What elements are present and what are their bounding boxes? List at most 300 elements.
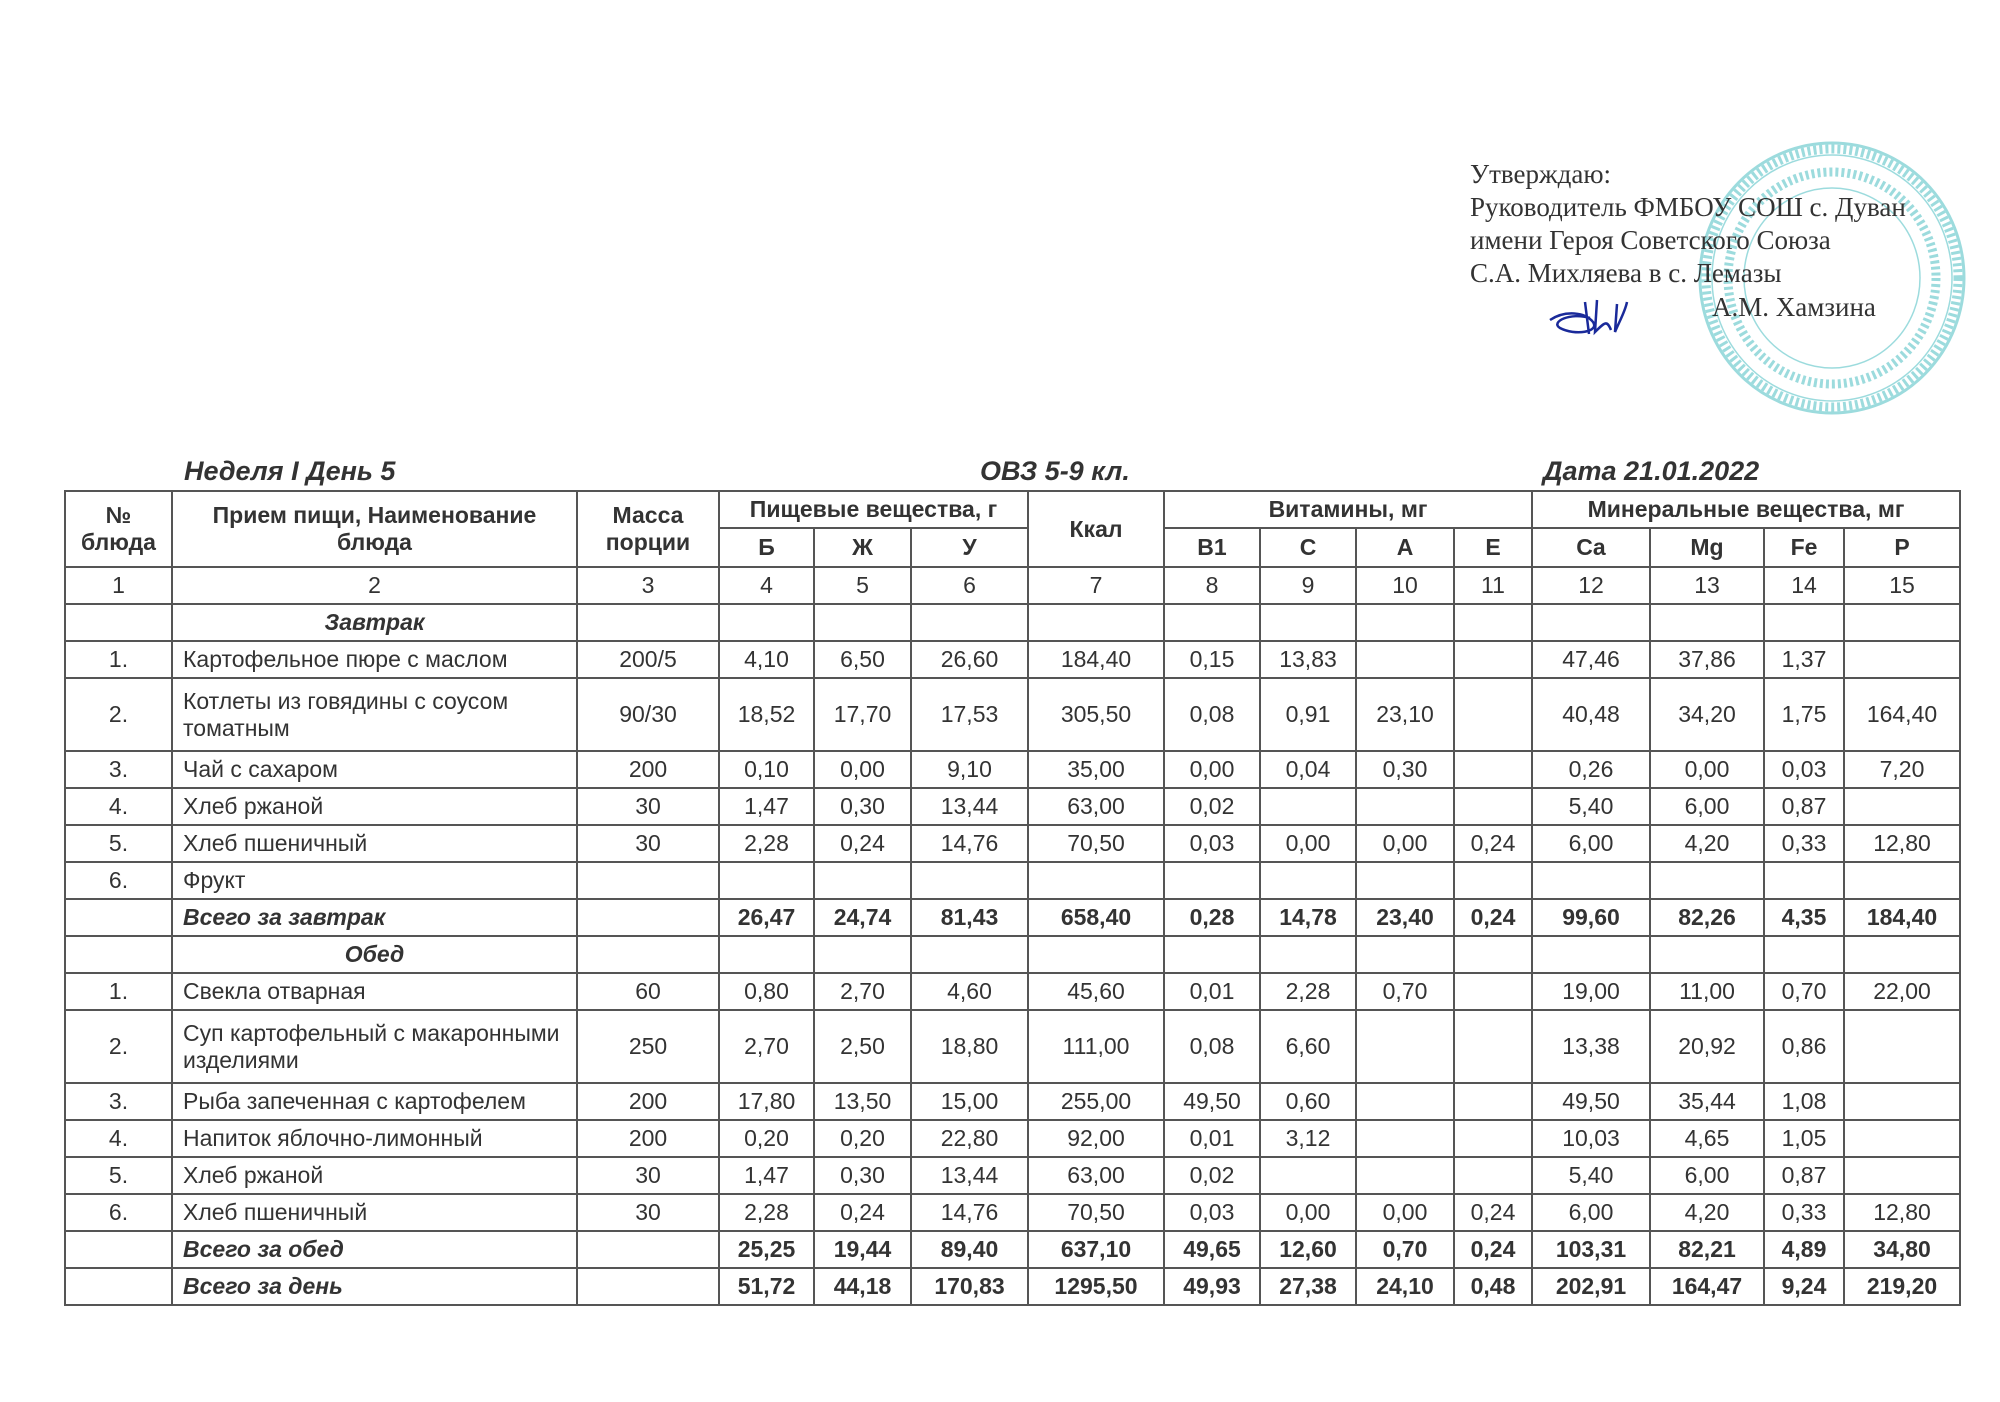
carbs-cell: 15,00 (911, 1083, 1028, 1120)
kcal-cell: 184,40 (1028, 641, 1164, 678)
total-row (65, 1268, 1960, 1305)
vitamin-b1-cell: 0,08 (1164, 678, 1260, 751)
phosphorus-cell (1844, 1083, 1960, 1120)
calcium-cell: 10,03 (1532, 1120, 1650, 1157)
vitamin-e-cell: 0,24 (1454, 1194, 1532, 1231)
kcal-cell: 63,00 (1028, 788, 1164, 825)
iron-cell: 1,08 (1764, 1083, 1844, 1120)
dish-name-cell: Котлеты из говядины с соусом томатным (172, 678, 577, 751)
vitamin-a-cell: 0,70 (1356, 1231, 1454, 1268)
protein-cell: 1,47 (719, 1157, 814, 1194)
dish-number-cell: 5. (65, 1157, 172, 1194)
protein-cell: 51,72 (719, 1268, 814, 1305)
carbs-cell: 89,40 (911, 1231, 1028, 1268)
empty-cell (1356, 604, 1454, 641)
vitamin-b1-cell: 0,03 (1164, 1194, 1260, 1231)
carbs-cell: 81,43 (911, 899, 1028, 936)
protein-cell: 2,70 (719, 1010, 814, 1083)
dish-name-cell: Всего за обед (172, 1231, 577, 1268)
phosphorus-cell: 219,20 (1844, 1268, 1960, 1305)
vitamin-e-cell (1454, 641, 1532, 678)
date-label: Дата 21.01.2022 (1543, 456, 1760, 486)
calcium-cell: 47,46 (1532, 641, 1650, 678)
dish-name-cell: Фрукт (172, 862, 577, 899)
header-mass: Масса порции (577, 491, 719, 567)
fat-cell: 17,70 (814, 678, 911, 751)
vitamin-e-cell: 0,48 (1454, 1268, 1532, 1305)
dish-number-cell: 1. (65, 973, 172, 1010)
dish-number-cell: 6. (65, 862, 172, 899)
subheader-cell: Б (719, 528, 814, 567)
vitamin-c-cell: 0,00 (1260, 825, 1356, 862)
vitamin-a-cell (1356, 862, 1454, 899)
vitamin-b1-cell: 49,50 (1164, 1083, 1260, 1120)
portion-mass-cell: 90/30 (577, 678, 719, 751)
calcium-cell: 40,48 (1532, 678, 1650, 751)
column-number: 13 (1650, 567, 1764, 604)
empty-cell (1028, 936, 1164, 973)
phosphorus-cell: 164,40 (1844, 678, 1960, 751)
portion-mass-cell: 250 (577, 1010, 719, 1083)
kcal-cell: 1295,50 (1028, 1268, 1164, 1305)
vitamin-b1-cell: 0,28 (1164, 899, 1260, 936)
dish-number-cell: 1. (65, 641, 172, 678)
vitamin-b1-cell: 49,93 (1164, 1268, 1260, 1305)
vitamin-b1-cell: 0,02 (1164, 1157, 1260, 1194)
subheader-cell: Fe (1764, 528, 1844, 567)
phosphorus-cell (1844, 788, 1960, 825)
dish-number-cell: 5. (65, 825, 172, 862)
week-day-label: Неделя I День 5 (184, 456, 396, 486)
magnesium-cell: 11,00 (1650, 973, 1764, 1010)
magnesium-cell: 82,21 (1650, 1231, 1764, 1268)
magnesium-cell: 37,86 (1650, 641, 1764, 678)
column-number: 15 (1844, 567, 1960, 604)
calcium-cell: 6,00 (1532, 1194, 1650, 1231)
section-title: Завтрак (172, 604, 577, 641)
portion-mass-cell: 60 (577, 973, 719, 1010)
fat-cell: 0,24 (814, 825, 911, 862)
dish-name-cell: Хлеб ржаной (172, 788, 577, 825)
portion-mass-cell: 30 (577, 825, 719, 862)
vitamin-c-cell: 0,60 (1260, 1083, 1356, 1120)
protein-cell (719, 862, 814, 899)
phosphorus-cell (1844, 1120, 1960, 1157)
iron-cell: 1,05 (1764, 1120, 1844, 1157)
vitamin-a-cell: 24,10 (1356, 1268, 1454, 1305)
subheader-cell: С (1260, 528, 1356, 567)
calcium-cell: 5,40 (1532, 788, 1650, 825)
column-number: 9 (1260, 567, 1356, 604)
subheader-cell: Mg (1650, 528, 1764, 567)
carbs-cell: 13,44 (911, 788, 1028, 825)
total-row (65, 1231, 1960, 1268)
table-row (65, 751, 1960, 788)
vitamin-b1-cell: 0,08 (1164, 1010, 1260, 1083)
vitamin-c-cell: 27,38 (1260, 1268, 1356, 1305)
portion-mass-cell: 200 (577, 1083, 719, 1120)
dish-number-cell (65, 1268, 172, 1305)
dish-name-cell: Хлеб ржаной (172, 1157, 577, 1194)
protein-cell: 25,25 (719, 1231, 814, 1268)
vitamin-c-cell: 6,60 (1260, 1010, 1356, 1083)
vitamin-c-cell: 3,12 (1260, 1120, 1356, 1157)
dish-number-cell: 3. (65, 751, 172, 788)
iron-cell: 0,86 (1764, 1010, 1844, 1083)
magnesium-cell: 0,00 (1650, 751, 1764, 788)
table-row (65, 862, 1960, 899)
iron-cell: 0,70 (1764, 973, 1844, 1010)
calcium-cell: 103,31 (1532, 1231, 1650, 1268)
empty-cell (1164, 936, 1260, 973)
magnesium-cell: 4,20 (1650, 825, 1764, 862)
vitamin-e-cell (1454, 788, 1532, 825)
dish-name-cell: Всего за день (172, 1268, 577, 1305)
carbs-cell: 22,80 (911, 1120, 1028, 1157)
empty-cell (1844, 604, 1960, 641)
carbs-cell: 4,60 (911, 973, 1028, 1010)
vitamin-a-cell: 0,00 (1356, 825, 1454, 862)
protein-cell: 0,10 (719, 751, 814, 788)
iron-cell: 0,33 (1764, 1194, 1844, 1231)
phosphorus-cell: 34,80 (1844, 1231, 1960, 1268)
vitamin-e-cell: 0,24 (1454, 1231, 1532, 1268)
empty-cell (911, 604, 1028, 641)
dish-name-cell: Хлеб пшеничный (172, 825, 577, 862)
dish-name-cell: Суп картофельный с макаронными изделиями (172, 1010, 577, 1083)
table-row (65, 678, 1960, 751)
dish-number-cell: 4. (65, 1120, 172, 1157)
vitamin-e-cell (1454, 1157, 1532, 1194)
vitamin-c-cell (1260, 862, 1356, 899)
fat-cell: 0,24 (814, 1194, 911, 1231)
magnesium-cell: 34,20 (1650, 678, 1764, 751)
subheader-cell: У (911, 528, 1028, 567)
table-row (65, 1157, 1960, 1194)
table-row (65, 1083, 1960, 1120)
vitamin-c-cell: 0,91 (1260, 678, 1356, 751)
kcal-cell: 637,10 (1028, 1231, 1164, 1268)
fat-cell: 0,00 (814, 751, 911, 788)
vitamin-b1-cell: 0,03 (1164, 825, 1260, 862)
section-row (65, 936, 1960, 973)
empty-cell (719, 936, 814, 973)
approval-line: С.А. Михляева в с. Лемазы (1470, 258, 1782, 288)
dish-name-cell: Свекла отварная (172, 973, 577, 1010)
magnesium-cell: 164,47 (1650, 1268, 1764, 1305)
empty-cell (1454, 936, 1532, 973)
carbs-cell: 170,83 (911, 1268, 1028, 1305)
carbs-cell: 18,80 (911, 1010, 1028, 1083)
dish-name-cell: Картофельное пюре с маслом (172, 641, 577, 678)
portion-mass-cell: 200 (577, 1120, 719, 1157)
fat-cell: 0,20 (814, 1120, 911, 1157)
dish-number-cell (65, 899, 172, 936)
subheader-cell: P (1844, 528, 1960, 567)
portion-mass-cell (577, 1231, 719, 1268)
column-number: 2 (172, 567, 577, 604)
vitamin-e-cell: 0,24 (1454, 899, 1532, 936)
carbs-cell: 26,60 (911, 641, 1028, 678)
vitamin-a-cell (1356, 1120, 1454, 1157)
empty-cell (1650, 604, 1764, 641)
vitamin-b1-cell: 49,65 (1164, 1231, 1260, 1268)
subheader-cell: Ca (1532, 528, 1650, 567)
empty-cell (1532, 936, 1650, 973)
empty-cell (1650, 936, 1764, 973)
vitamin-e-cell (1454, 751, 1532, 788)
header-minerals: Минеральные вещества, мг (1532, 491, 1960, 528)
magnesium-cell: 82,26 (1650, 899, 1764, 936)
vitamin-a-cell: 23,10 (1356, 678, 1454, 751)
empty-cell (1764, 936, 1844, 973)
iron-cell: 0,03 (1764, 751, 1844, 788)
signature (1545, 292, 1645, 342)
magnesium-cell: 6,00 (1650, 1157, 1764, 1194)
empty-cell (1164, 604, 1260, 641)
dish-number-cell: 3. (65, 1083, 172, 1120)
fat-cell: 2,50 (814, 1010, 911, 1083)
portion-mass-cell: 200/5 (577, 641, 719, 678)
table-row (65, 1120, 1960, 1157)
vitamin-e-cell (1454, 678, 1532, 751)
calcium-cell: 202,91 (1532, 1268, 1650, 1305)
column-number: 1 (65, 567, 172, 604)
empty-cell (1764, 604, 1844, 641)
empty-cell (1454, 604, 1532, 641)
table-row (65, 641, 1960, 678)
iron-cell: 0,87 (1764, 788, 1844, 825)
phosphorus-cell: 12,80 (1844, 1194, 1960, 1231)
table-row (65, 788, 1960, 825)
carbs-cell: 14,76 (911, 1194, 1028, 1231)
vitamin-c-cell: 13,83 (1260, 641, 1356, 678)
vitamin-a-cell: 0,00 (1356, 1194, 1454, 1231)
kcal-cell: 305,50 (1028, 678, 1164, 751)
protein-cell: 0,20 (719, 1120, 814, 1157)
vitamin-a-cell: 23,40 (1356, 899, 1454, 936)
phosphorus-cell (1844, 1157, 1960, 1194)
fat-cell: 24,74 (814, 899, 911, 936)
empty-cell (1532, 604, 1650, 641)
calcium-cell (1532, 862, 1650, 899)
vitamin-c-cell: 12,60 (1260, 1231, 1356, 1268)
calcium-cell: 19,00 (1532, 973, 1650, 1010)
column-number: 11 (1454, 567, 1532, 604)
empty-cell (1844, 936, 1960, 973)
vitamin-b1-cell: 0,02 (1164, 788, 1260, 825)
vitamin-b1-cell (1164, 862, 1260, 899)
magnesium-cell: 4,20 (1650, 1194, 1764, 1231)
iron-cell: 9,24 (1764, 1268, 1844, 1305)
empty-cell (814, 604, 911, 641)
empty-cell (65, 936, 172, 973)
group-label: ОВЗ 5-9 кл. (980, 456, 1130, 486)
dish-name-cell: Чай с сахаром (172, 751, 577, 788)
portion-mass-cell (577, 899, 719, 936)
magnesium-cell: 35,44 (1650, 1083, 1764, 1120)
iron-cell: 1,75 (1764, 678, 1844, 751)
vitamin-e-cell (1454, 1083, 1532, 1120)
column-number: 4 (719, 567, 814, 604)
section-title: Обед (172, 936, 577, 973)
kcal-cell: 658,40 (1028, 899, 1164, 936)
calcium-cell: 99,60 (1532, 899, 1650, 936)
kcal-cell: 70,50 (1028, 825, 1164, 862)
column-number: 14 (1764, 567, 1844, 604)
phosphorus-cell: 22,00 (1844, 973, 1960, 1010)
dish-name-cell: Хлеб пшеничный (172, 1194, 577, 1231)
approval-block (1470, 158, 1906, 290)
subheader-cell: В1 (1164, 528, 1260, 567)
fat-cell: 19,44 (814, 1231, 911, 1268)
empty-cell (814, 936, 911, 973)
vitamin-a-cell (1356, 1157, 1454, 1194)
carbs-cell: 13,44 (911, 1157, 1028, 1194)
phosphorus-cell: 12,80 (1844, 825, 1960, 862)
magnesium-cell: 6,00 (1650, 788, 1764, 825)
kcal-cell: 35,00 (1028, 751, 1164, 788)
header-vitamins: Витамины, мг (1164, 491, 1532, 528)
carbs-cell (911, 862, 1028, 899)
vitamin-a-cell (1356, 1010, 1454, 1083)
fat-cell: 2,70 (814, 973, 911, 1010)
signer-name: А.М. Хамзина (1712, 292, 1876, 322)
vitamin-c-cell (1260, 788, 1356, 825)
protein-cell: 17,80 (719, 1083, 814, 1120)
dish-name-cell: Рыба запеченная с картофелем (172, 1083, 577, 1120)
kcal-cell: 63,00 (1028, 1157, 1164, 1194)
section-row (65, 604, 1960, 641)
magnesium-cell (1650, 862, 1764, 899)
portion-mass-cell: 30 (577, 1194, 719, 1231)
fat-cell: 44,18 (814, 1268, 911, 1305)
table-row (65, 1010, 1960, 1083)
dish-number-cell: 4. (65, 788, 172, 825)
protein-cell: 2,28 (719, 1194, 814, 1231)
vitamin-b1-cell: 0,01 (1164, 973, 1260, 1010)
vitamin-b1-cell: 0,00 (1164, 751, 1260, 788)
dish-name-cell: Напиток яблочно-лимонный (172, 1120, 577, 1157)
fat-cell: 0,30 (814, 1157, 911, 1194)
portion-mass-cell (577, 862, 719, 899)
vitamin-c-cell (1260, 1157, 1356, 1194)
vitamin-e-cell (1454, 1010, 1532, 1083)
vitamin-c-cell: 14,78 (1260, 899, 1356, 936)
subheader-cell: Е (1454, 528, 1532, 567)
column-number: 12 (1532, 567, 1650, 604)
table-row (65, 1194, 1960, 1231)
protein-cell: 18,52 (719, 678, 814, 751)
empty-cell (1260, 936, 1356, 973)
portion-mass-cell: 200 (577, 751, 719, 788)
total-row (65, 899, 1960, 936)
empty-cell (577, 604, 719, 641)
menu-table (64, 490, 1961, 1306)
carbs-cell: 17,53 (911, 678, 1028, 751)
empty-cell (577, 936, 719, 973)
vitamin-c-cell: 0,00 (1260, 1194, 1356, 1231)
carbs-cell: 14,76 (911, 825, 1028, 862)
protein-cell: 1,47 (719, 788, 814, 825)
empty-cell (1356, 936, 1454, 973)
magnesium-cell: 20,92 (1650, 1010, 1764, 1083)
column-number: 10 (1356, 567, 1454, 604)
vitamin-b1-cell: 0,15 (1164, 641, 1260, 678)
kcal-cell (1028, 862, 1164, 899)
iron-cell (1764, 862, 1844, 899)
magnesium-cell: 4,65 (1650, 1120, 1764, 1157)
protein-cell: 2,28 (719, 825, 814, 862)
header-nutrients: Пищевые вещества, г (719, 491, 1028, 528)
header-kcal: Ккал (1028, 491, 1164, 567)
empty-cell (719, 604, 814, 641)
calcium-cell: 49,50 (1532, 1083, 1650, 1120)
dish-number-cell: 2. (65, 678, 172, 751)
dish-number-cell: 2. (65, 1010, 172, 1083)
carbs-cell: 9,10 (911, 751, 1028, 788)
portion-mass-cell: 30 (577, 788, 719, 825)
phosphorus-cell: 184,40 (1844, 899, 1960, 936)
vitamin-e-cell: 0,24 (1454, 825, 1532, 862)
vitamin-b1-cell: 0,01 (1164, 1120, 1260, 1157)
header-name: Прием пищи, Наименование блюда (172, 491, 577, 567)
table-row (65, 973, 1960, 1010)
portion-mass-cell: 30 (577, 1157, 719, 1194)
iron-cell: 4,89 (1764, 1231, 1844, 1268)
subheader-cell: А (1356, 528, 1454, 567)
approval-line: Руководитель ФМБОУ СОШ с. Дуван (1470, 192, 1906, 222)
vitamin-e-cell (1454, 1120, 1532, 1157)
fat-cell: 0,30 (814, 788, 911, 825)
phosphorus-cell (1844, 862, 1960, 899)
kcal-cell: 70,50 (1028, 1194, 1164, 1231)
kcal-cell: 111,00 (1028, 1010, 1164, 1083)
iron-cell: 4,35 (1764, 899, 1844, 936)
kcal-cell: 45,60 (1028, 973, 1164, 1010)
vitamin-a-cell (1356, 641, 1454, 678)
approval-line: Утверждаю: (1470, 159, 1612, 189)
dish-number-cell: 6. (65, 1194, 172, 1231)
iron-cell: 1,37 (1764, 641, 1844, 678)
vitamin-a-cell: 0,70 (1356, 973, 1454, 1010)
vitamin-a-cell: 0,30 (1356, 751, 1454, 788)
approval-line: имени Героя Советского Союза (1470, 225, 1831, 255)
subheader-cell: Ж (814, 528, 911, 567)
vitamin-a-cell (1356, 788, 1454, 825)
phosphorus-cell: 7,20 (1844, 751, 1960, 788)
calcium-cell: 5,40 (1532, 1157, 1650, 1194)
calcium-cell: 13,38 (1532, 1010, 1650, 1083)
empty-cell (65, 604, 172, 641)
vitamin-e-cell (1454, 973, 1532, 1010)
empty-cell (911, 936, 1028, 973)
column-number: 3 (577, 567, 719, 604)
kcal-cell: 92,00 (1028, 1120, 1164, 1157)
calcium-cell: 6,00 (1532, 825, 1650, 862)
dish-name-cell: Всего за завтрак (172, 899, 577, 936)
fat-cell: 6,50 (814, 641, 911, 678)
iron-cell: 0,33 (1764, 825, 1844, 862)
fat-cell (814, 862, 911, 899)
empty-cell (1028, 604, 1164, 641)
column-number: 5 (814, 567, 911, 604)
vitamin-e-cell (1454, 862, 1532, 899)
vitamin-c-cell: 2,28 (1260, 973, 1356, 1010)
calcium-cell: 0,26 (1532, 751, 1650, 788)
dish-number-cell (65, 1231, 172, 1268)
header-num: № блюда (65, 491, 172, 567)
